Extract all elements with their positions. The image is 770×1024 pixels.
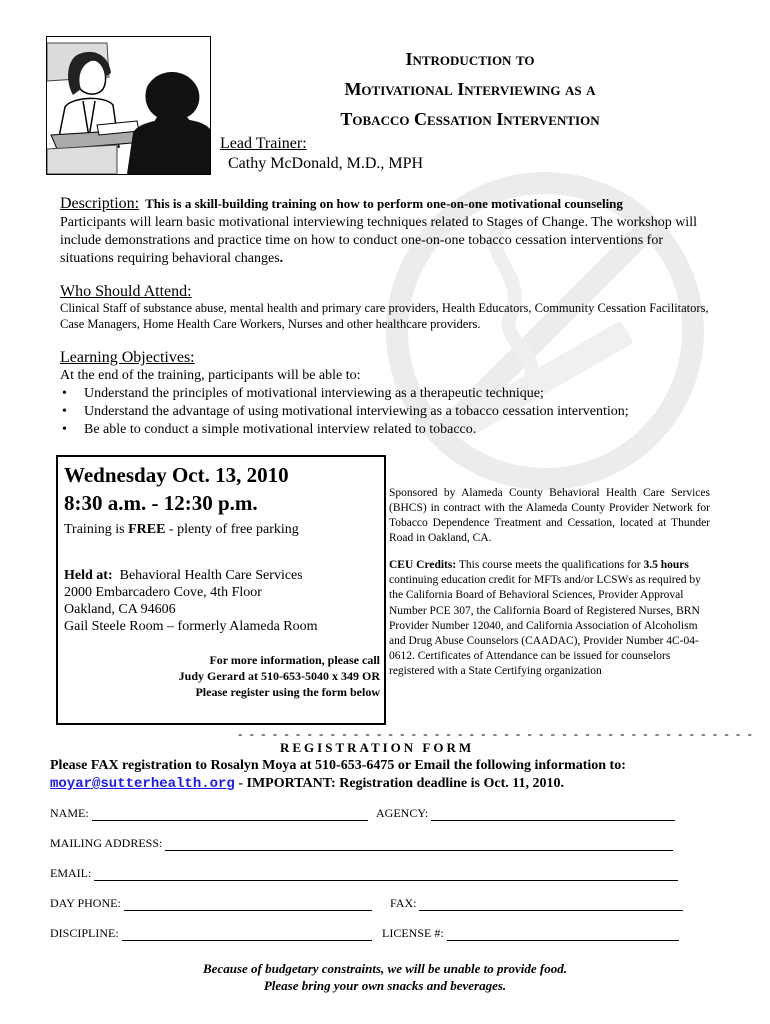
- email-deadline-line: [50, 776, 564, 792]
- address-line-2: Oakland, CA 94606: [64, 602, 176, 617]
- name-input-line[interactable]: [92, 808, 368, 821]
- ceu-hours: 3.5 hours: [643, 559, 689, 571]
- training-cost: [64, 522, 299, 538]
- held-at-name: Behavioral Health Care Services: [119, 568, 303, 583]
- title-line-3: Tobacco Cessation Intervention: [340, 109, 600, 129]
- address-line-1: 2000 Embarcadero Cove, 4th Floor: [64, 585, 262, 600]
- held-at-label: Held at:: [64, 568, 113, 583]
- email-link[interactable]: moyar@sutterhealth.org: [50, 776, 235, 792]
- mailing-address-input-line[interactable]: [165, 838, 673, 851]
- event-location: [64, 567, 318, 635]
- name-label: NAME:: [50, 806, 89, 820]
- registration-form-title: REGISTRATION FORM: [280, 740, 475, 755]
- discipline-input-line[interactable]: [122, 928, 372, 941]
- email-label: EMAIL:: [50, 866, 92, 880]
- objective-item: • Understand the advantage of using motivational interviewing as a tobacco cessation intervention;: [60, 403, 720, 421]
- info-line-1: For more information, please call: [209, 653, 380, 667]
- training-pre: Training is: [64, 522, 129, 537]
- contact-info: [179, 652, 380, 700]
- description-body: Participants will learn basic motivational interviewing techniques related to Stages of Change. The workshop will include demonstrations and practice time on how to conduct one-on-one tobacco cessation interventions for situations requiring behavioral changes: [60, 215, 697, 266]
- day-phone-field[interactable]: [50, 896, 372, 911]
- discipline-label: DISCIPLINE:: [50, 926, 119, 940]
- event-time: 8:30 a.m. - 12:30 p.m.: [64, 491, 258, 515]
- description-heading: Description:: [60, 195, 140, 212]
- title-line-1: Introduction to: [405, 49, 535, 69]
- food-notice: [0, 960, 770, 994]
- objective-item: • Understand the principles of motivational interviewing as a therapeutic technique;: [60, 385, 720, 403]
- attend-section: [60, 284, 720, 332]
- ceu-pre: This course meets the qualifications for: [456, 559, 644, 571]
- objectives-list: [60, 385, 720, 439]
- objectives-heading: Learning Objectives:: [60, 349, 195, 366]
- ceu-label: CEU Credits:: [389, 559, 457, 571]
- description-end: .: [279, 251, 284, 266]
- description-lead: This is a skill-building training on how to perform one-on-one motivational counseling: [145, 196, 623, 211]
- objectives-intro: At the end of the training, participants will be able to:: [60, 368, 361, 383]
- discipline-field[interactable]: [50, 926, 372, 941]
- ceu-credits: [389, 558, 714, 680]
- fax-input-line[interactable]: [419, 898, 683, 911]
- training-free: FREE: [128, 522, 166, 537]
- counseling-illustration-icon: [47, 37, 210, 174]
- title-line-2: Motivational Interviewing as a: [344, 79, 596, 99]
- training-post: - plenty of free parking: [165, 522, 299, 537]
- license-label: LICENSE #:: [382, 926, 444, 940]
- day-phone-label: DAY PHONE:: [50, 896, 121, 910]
- fax-label: FAX:: [390, 896, 417, 910]
- event-date-time: [64, 461, 289, 517]
- fax-instructions: Please FAX registration to Rosalyn Moya at 510-653-6475 or Email the following information to:: [50, 758, 626, 773]
- attend-body: Clinical Staff of substance abuse, mental health and primary care providers, Health Educators, Community Cessation Facilitators, Case Managers, Home Health Care Workers, Nurses and other healthcare providers.: [60, 301, 709, 331]
- page-title: [240, 44, 700, 134]
- email-field[interactable]: [50, 866, 678, 881]
- agency-input-line[interactable]: [431, 808, 675, 821]
- attend-heading: Who Should Attend:: [60, 283, 192, 300]
- agency-field[interactable]: [376, 806, 675, 821]
- footer-line-1: Because of budgetary constraints, we will be unable to provide food.: [203, 961, 567, 976]
- cut-line-divider: - - - - - - - - - - - - - - - - - - - - - - - - - - - - - - - - - - - - - - - - - - - - -: [238, 726, 754, 741]
- objective-item: • Be able to conduct a simple motivational interview related to tobacco.: [60, 421, 720, 439]
- info-line-2: Judy Gerard at 510-653-5040 x 349 OR: [178, 669, 380, 683]
- ceu-body: continuing education credit for MFTs and/or LCSWs as required by the California Board of Behavioral Sciences, Provider Approval Number PCE 307, the California Board of Registered Nurses, BRN Provider Number 12040, and California Association of Alcoholism and Drug Abuse Counselors (CAADAC), Provider Number 4C-04-0612. Certificates of Attendance can be issued for counselors registered with a State Certifying organization: [389, 574, 701, 678]
- footer-line-2: Please bring your own snacks and beverages.: [263, 978, 507, 993]
- info-line-3: Please register using the form below: [195, 685, 380, 699]
- fax-field[interactable]: [390, 896, 683, 911]
- mailing-address-label: MAILING ADDRESS:: [50, 836, 163, 850]
- day-phone-input-line[interactable]: [124, 898, 372, 911]
- room-name: Gail Steele Room – formerly Alameda Room: [64, 619, 318, 634]
- event-date: Wednesday Oct. 13, 2010: [64, 463, 289, 487]
- license-input-line[interactable]: [447, 928, 679, 941]
- deadline-text: - IMPORTANT: Registration deadline is Oct. 11, 2010.: [234, 776, 564, 791]
- lead-trainer-label: Lead Trainer:: [220, 135, 307, 152]
- license-field[interactable]: [382, 926, 679, 941]
- event-details-box: [56, 455, 386, 725]
- mailing-address-field[interactable]: [50, 836, 673, 851]
- lead-trainer-name: Cathy McDonald, M.D., MPH: [228, 155, 424, 172]
- objectives-section: [60, 349, 720, 439]
- agency-label: AGENCY:: [376, 806, 429, 820]
- sponsor-text: Sponsored by Alameda County Behavioral Health Care Services (BHCS) in contract with the Alameda County Provider Network for Tobacco Dependence Treatment and Cessation, located at Thunder Road in Oakland, CA.: [389, 487, 710, 544]
- counseling-clipart: [46, 36, 211, 175]
- email-input-line[interactable]: [94, 868, 678, 881]
- name-field[interactable]: [50, 806, 368, 821]
- description-section: [60, 195, 720, 268]
